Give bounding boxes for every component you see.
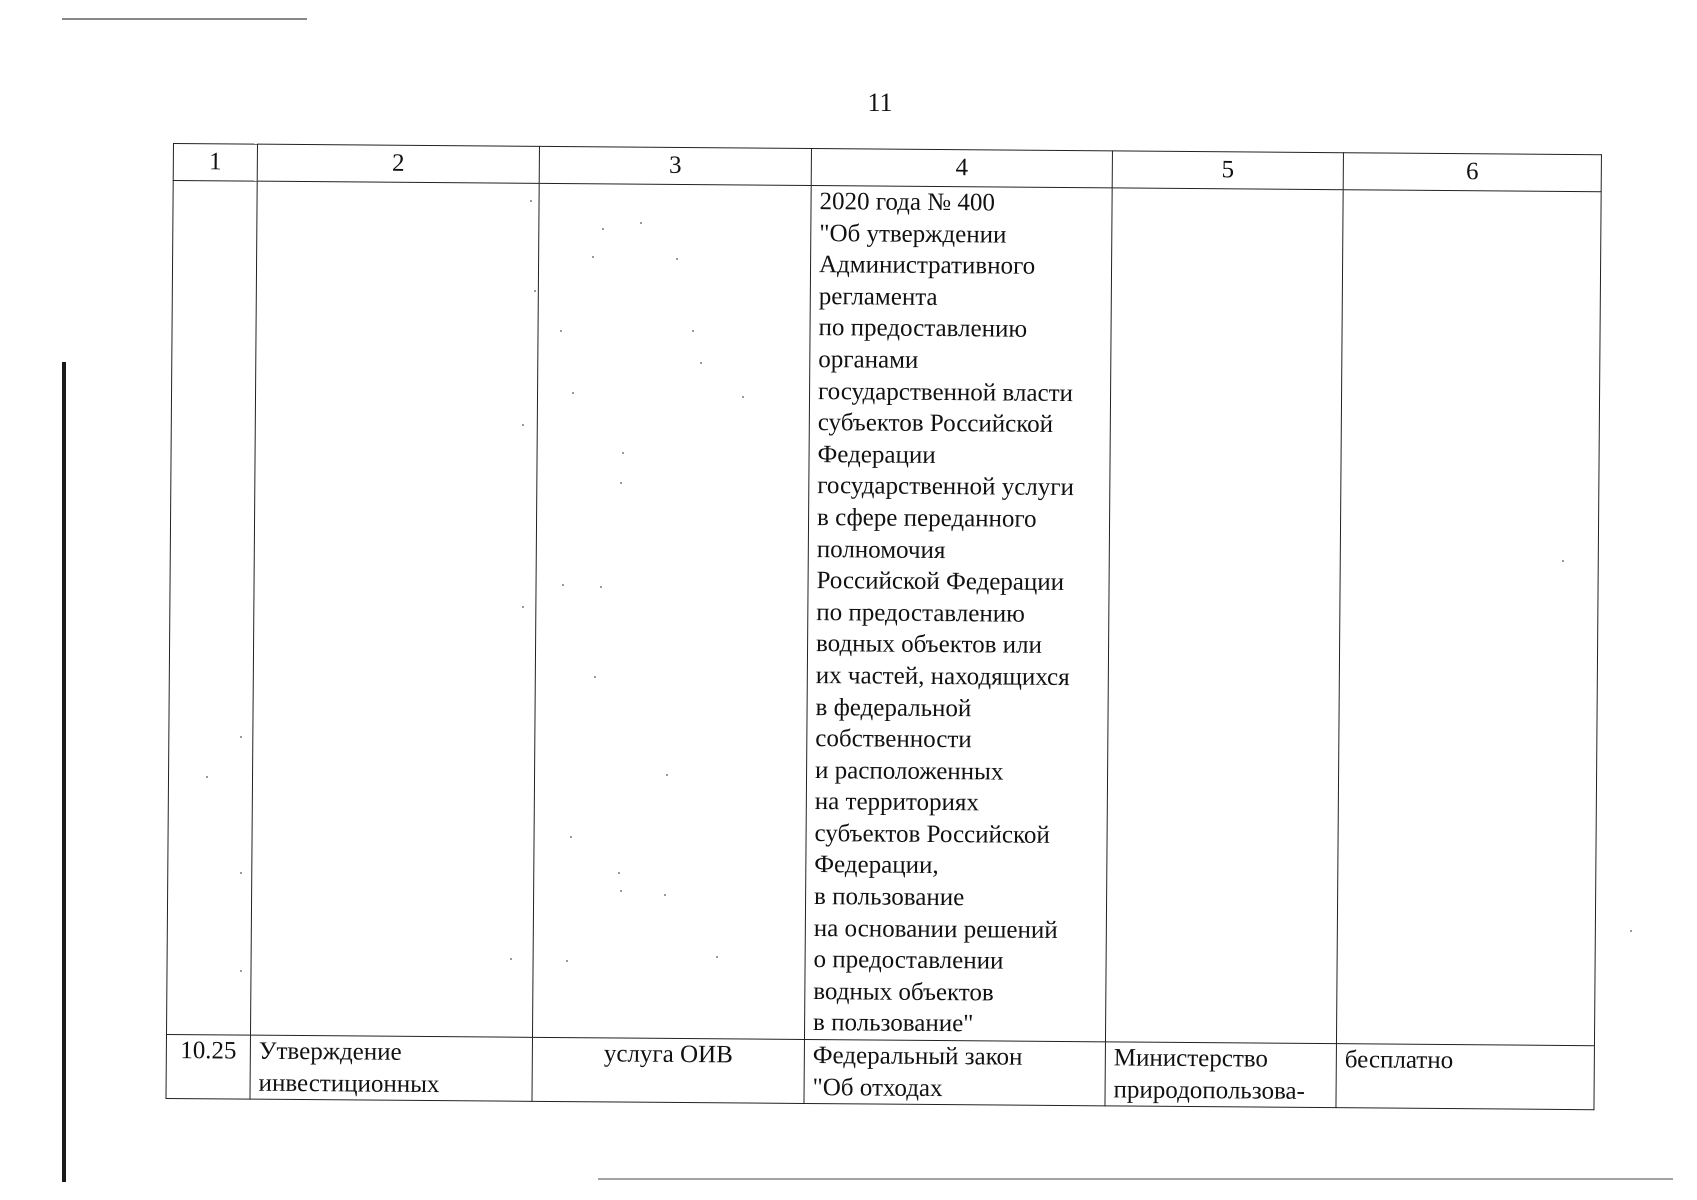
- scan-speck: [522, 424, 524, 426]
- column-number-1: 1: [173, 144, 257, 182]
- legal-basis-line: в федеральной: [815, 693, 972, 722]
- authority-line: Министерство: [1113, 1044, 1269, 1073]
- scan-speck: [622, 452, 624, 454]
- scan-speck: [592, 256, 594, 258]
- legal-basis-line: и расположенных: [814, 756, 1004, 786]
- cell-number: 10.25: [166, 1035, 251, 1100]
- scan-speck: [640, 222, 642, 224]
- scan-artifact-bottom-line: [598, 1178, 1673, 1180]
- legal-basis-line: Федерации: [817, 440, 936, 469]
- legal-basis-line: органами: [818, 346, 919, 374]
- scan-speck: [206, 776, 208, 778]
- legal-basis-line: полномочия: [816, 535, 946, 564]
- scan-speck: [594, 676, 596, 678]
- legal-basis-line: Административного: [818, 251, 1036, 280]
- scan-artifact-top-line: [62, 18, 307, 20]
- legal-basis-line: Федерации,: [814, 851, 939, 880]
- regulations-table: [165, 143, 1601, 1110]
- scan-speck: [716, 956, 718, 958]
- cell-authority: [1105, 1042, 1336, 1108]
- scan-speck: [240, 872, 242, 874]
- scan-speck: [510, 958, 512, 960]
- column-number-6: 6: [1343, 153, 1601, 192]
- legal-basis-line: 2020 года № 400: [819, 188, 996, 217]
- scan-speck: [560, 330, 562, 332]
- service-name-line: инвестиционных: [258, 1069, 440, 1098]
- legal-basis-line: Федеральный закон: [812, 1042, 1023, 1071]
- legal-basis-line: в пользование": [813, 1009, 974, 1038]
- cell-service-type: [532, 183, 811, 1039]
- legal-basis-line: в пользование: [813, 883, 965, 912]
- column-number-4: 4: [811, 149, 1112, 188]
- scan-speck: [566, 960, 568, 962]
- legal-basis-line: субъектов Российской: [817, 409, 1054, 439]
- column-number-2: 2: [257, 144, 539, 183]
- legal-basis-line: регламента: [818, 282, 938, 311]
- scan-speck: [522, 606, 524, 608]
- cell-service-type: услуга ОИВ: [532, 1037, 804, 1103]
- cell-legal-basis: [804, 1040, 1105, 1107]
- cell-service-name: [250, 1035, 532, 1101]
- cell-service-name: [250, 181, 539, 1037]
- scan-speck: [692, 330, 694, 332]
- scan-speck: [700, 362, 702, 364]
- cell-fee: [1336, 190, 1601, 1046]
- legal-basis-line: водных объектов: [813, 977, 994, 1007]
- page-number: 11: [867, 88, 893, 117]
- legal-basis-line: о предоставлении: [813, 946, 1004, 975]
- cell-authority: [1105, 188, 1343, 1044]
- cell-number: [166, 181, 257, 1036]
- legal-basis-line: по предоставлению: [818, 314, 1028, 344]
- service-name-line: Утверждение: [258, 1037, 402, 1066]
- scan-speck: [602, 228, 604, 230]
- scan-speck: [240, 970, 242, 972]
- cell-legal-basis: [804, 186, 1112, 1042]
- scan-speck: [572, 392, 574, 394]
- scan-speck: [562, 584, 564, 586]
- legal-basis-line: государственной услуги: [817, 472, 1075, 502]
- scan-speck: [534, 290, 536, 292]
- scan-artifact-left-edge: [62, 362, 66, 1182]
- legal-basis-line: на основании решений: [813, 914, 1058, 944]
- scan-speck: [570, 836, 572, 838]
- scan-speck: [676, 258, 678, 260]
- legal-basis-line: собственности: [815, 725, 972, 754]
- table-row-continuation: [166, 181, 1601, 1046]
- legal-basis-line: их частей, находящихся: [815, 661, 1070, 691]
- scan-speck: [530, 200, 532, 202]
- column-number-3: 3: [539, 146, 811, 185]
- scan-speck: [600, 586, 602, 588]
- scan-speck: [618, 872, 620, 874]
- legal-basis-line: государственной власти: [817, 377, 1074, 407]
- legal-basis-line: "Об отходах: [812, 1073, 943, 1102]
- legal-basis-line: в сфере переданного: [816, 504, 1037, 533]
- legal-basis-line: водных объектов или: [815, 630, 1043, 660]
- scan-speck: [620, 482, 622, 484]
- cell-fee: бесплатно: [1336, 1044, 1594, 1110]
- authority-line: природопользова-: [1113, 1076, 1306, 1105]
- scan-speck: [664, 894, 666, 896]
- table-row-10-25: [166, 1035, 1594, 1110]
- scan-speck: [1630, 930, 1632, 932]
- scan-speck: [666, 774, 668, 776]
- legal-basis-line: "Об утверждении: [819, 219, 1007, 249]
- legal-basis-line: на территориях: [814, 788, 980, 817]
- scan-speck: [620, 890, 622, 892]
- legal-basis-line: Российской Федерации: [816, 567, 1065, 597]
- scan-speck: [1562, 560, 1564, 562]
- legal-basis-line: субъектов Российской: [814, 819, 1050, 849]
- legal-basis-line: по предоставлению: [816, 598, 1025, 628]
- scan-speck: [240, 736, 242, 738]
- scan-speck: [742, 396, 744, 398]
- column-number-5: 5: [1112, 151, 1343, 190]
